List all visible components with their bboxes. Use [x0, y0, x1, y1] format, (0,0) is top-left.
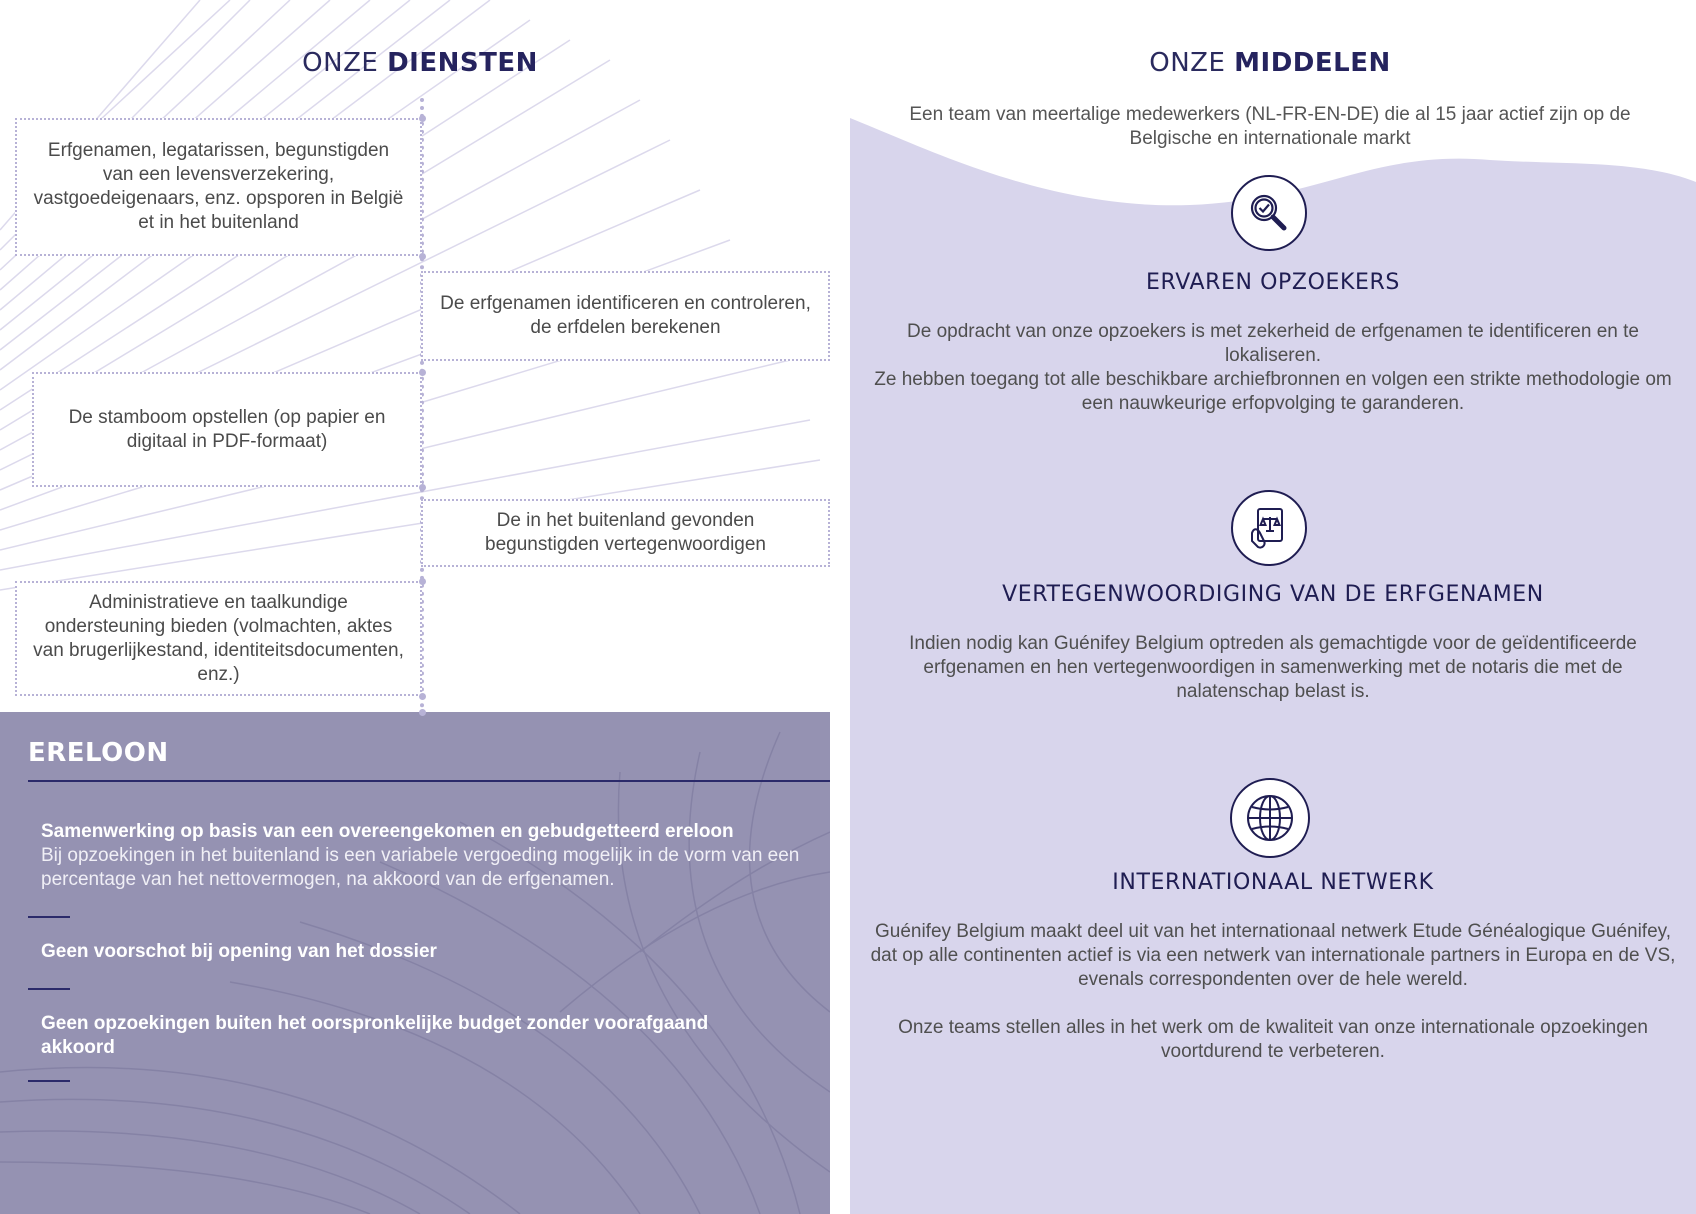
timeline-dot	[419, 369, 426, 376]
service-item	[32, 372, 422, 487]
globe-icon	[1230, 778, 1310, 858]
timeline-dot	[419, 484, 426, 491]
service-item-text: Administratieve en taalkundige ondersteuning bieden (volmachten, aktes van brugerlijkestand, identiteitsdocumenten, enz.)	[33, 591, 404, 685]
service-item	[15, 118, 422, 256]
timeline-dot	[419, 693, 426, 700]
ereloon-item-title: Geen voorschot bij opening van het dossier	[41, 941, 437, 962]
service-item-text: Erfgenamen, legatarissen, begunstigden van een levensverzekering, vastgoedeigenaars, enz. opsporen in België et in het buitenland	[33, 140, 404, 233]
section-text: De opdracht van onze opzoekers is met zekerheid de erfgenamen te identificeren en te lokaliseren. Ze hebben toegang tot alle beschikbare archiefbronnen en volgen een strikte methodologie om een nauwkeurige erfopvolging te garanderen.	[874, 321, 1672, 414]
diensten-title-light: ONZE	[302, 48, 379, 78]
middelen-title	[1120, 48, 1420, 78]
section-title: INTERNATIONAAL NETWERK	[1112, 870, 1434, 895]
section-text: Guénifey Belgium maakt deel uit van het internationaal netwerk Etude Généalogique Guénifey, dat op alle continenten actief is via een netwerk van internationale partners in Europa en de VS, evenals correspondenten over de hele wereld. Onze teams stellen alles in het werk om de kwaliteit van onze internationale opzoekingen voortdurend te verbeteren.	[870, 921, 1676, 1062]
ereloon-title: ERELOON	[28, 738, 169, 768]
middelen-intro: Een team van meertalige medewerkers (NL-FR-EN-DE) die al 15 jaar actief zijn op de Belgische en internationale markt	[909, 104, 1631, 149]
ereloon-item-text: Bij opzoekingen in het buitenland is een variabele vergoeding mogelijk in de vorm van een percentage van het nettovermogen, na akkoord van de erfgenamen.	[41, 845, 800, 890]
ereloon-panel	[0, 712, 830, 1214]
magnifier-check-icon	[1231, 175, 1307, 251]
service-item	[421, 499, 830, 567]
ereloon-divider	[28, 988, 70, 990]
service-item-text: De stamboom opstellen (op papier en digitaal in PDF-formaat)	[68, 406, 386, 452]
ereloon-divider	[28, 916, 70, 918]
service-item-text: De erfgenamen identificeren en controleren, de erfdelen berekenen	[440, 293, 811, 338]
timeline-dot	[419, 709, 426, 716]
section-text: Indien nodig kan Guénifey Belgium optreden als gemachtigde voor de geïdentificeerde erfgenamen en hen vertegenwoordigen in samenwerking met de notaris die met de nalatenschap belast is.	[909, 633, 1637, 702]
middelen-title-light: ONZE	[1149, 48, 1226, 78]
ereloon-item-title: Geen opzoekingen buiten het oorspronkelijke budget zonder voorafgaand akkoord	[41, 1013, 709, 1058]
ereloon-divider	[28, 1080, 70, 1082]
timeline-dot	[419, 578, 426, 585]
ereloon-item-title: Samenwerking op basis van een overeengekomen en gebudgetteerd ereloon	[41, 821, 734, 842]
document-scales-icon	[1231, 490, 1307, 566]
service-item	[15, 581, 422, 696]
service-item	[421, 271, 830, 361]
timeline-dot	[419, 253, 426, 260]
service-item-text: De in het buitenland gevonden begunstigden vertegenwoordigen	[485, 510, 766, 555]
section-title: VERTEGENWOORDIGING VAN DE ERFGENAMEN	[1002, 582, 1544, 607]
diensten-title	[270, 48, 570, 78]
section-title: ERVAREN OPZOEKERS	[1146, 270, 1400, 295]
middelen-title-bold: MIDDELEN	[1234, 48, 1391, 78]
ereloon-title-rule	[28, 780, 830, 782]
timeline-dot	[419, 115, 426, 122]
diensten-title-bold: DIENSTEN	[387, 48, 538, 78]
